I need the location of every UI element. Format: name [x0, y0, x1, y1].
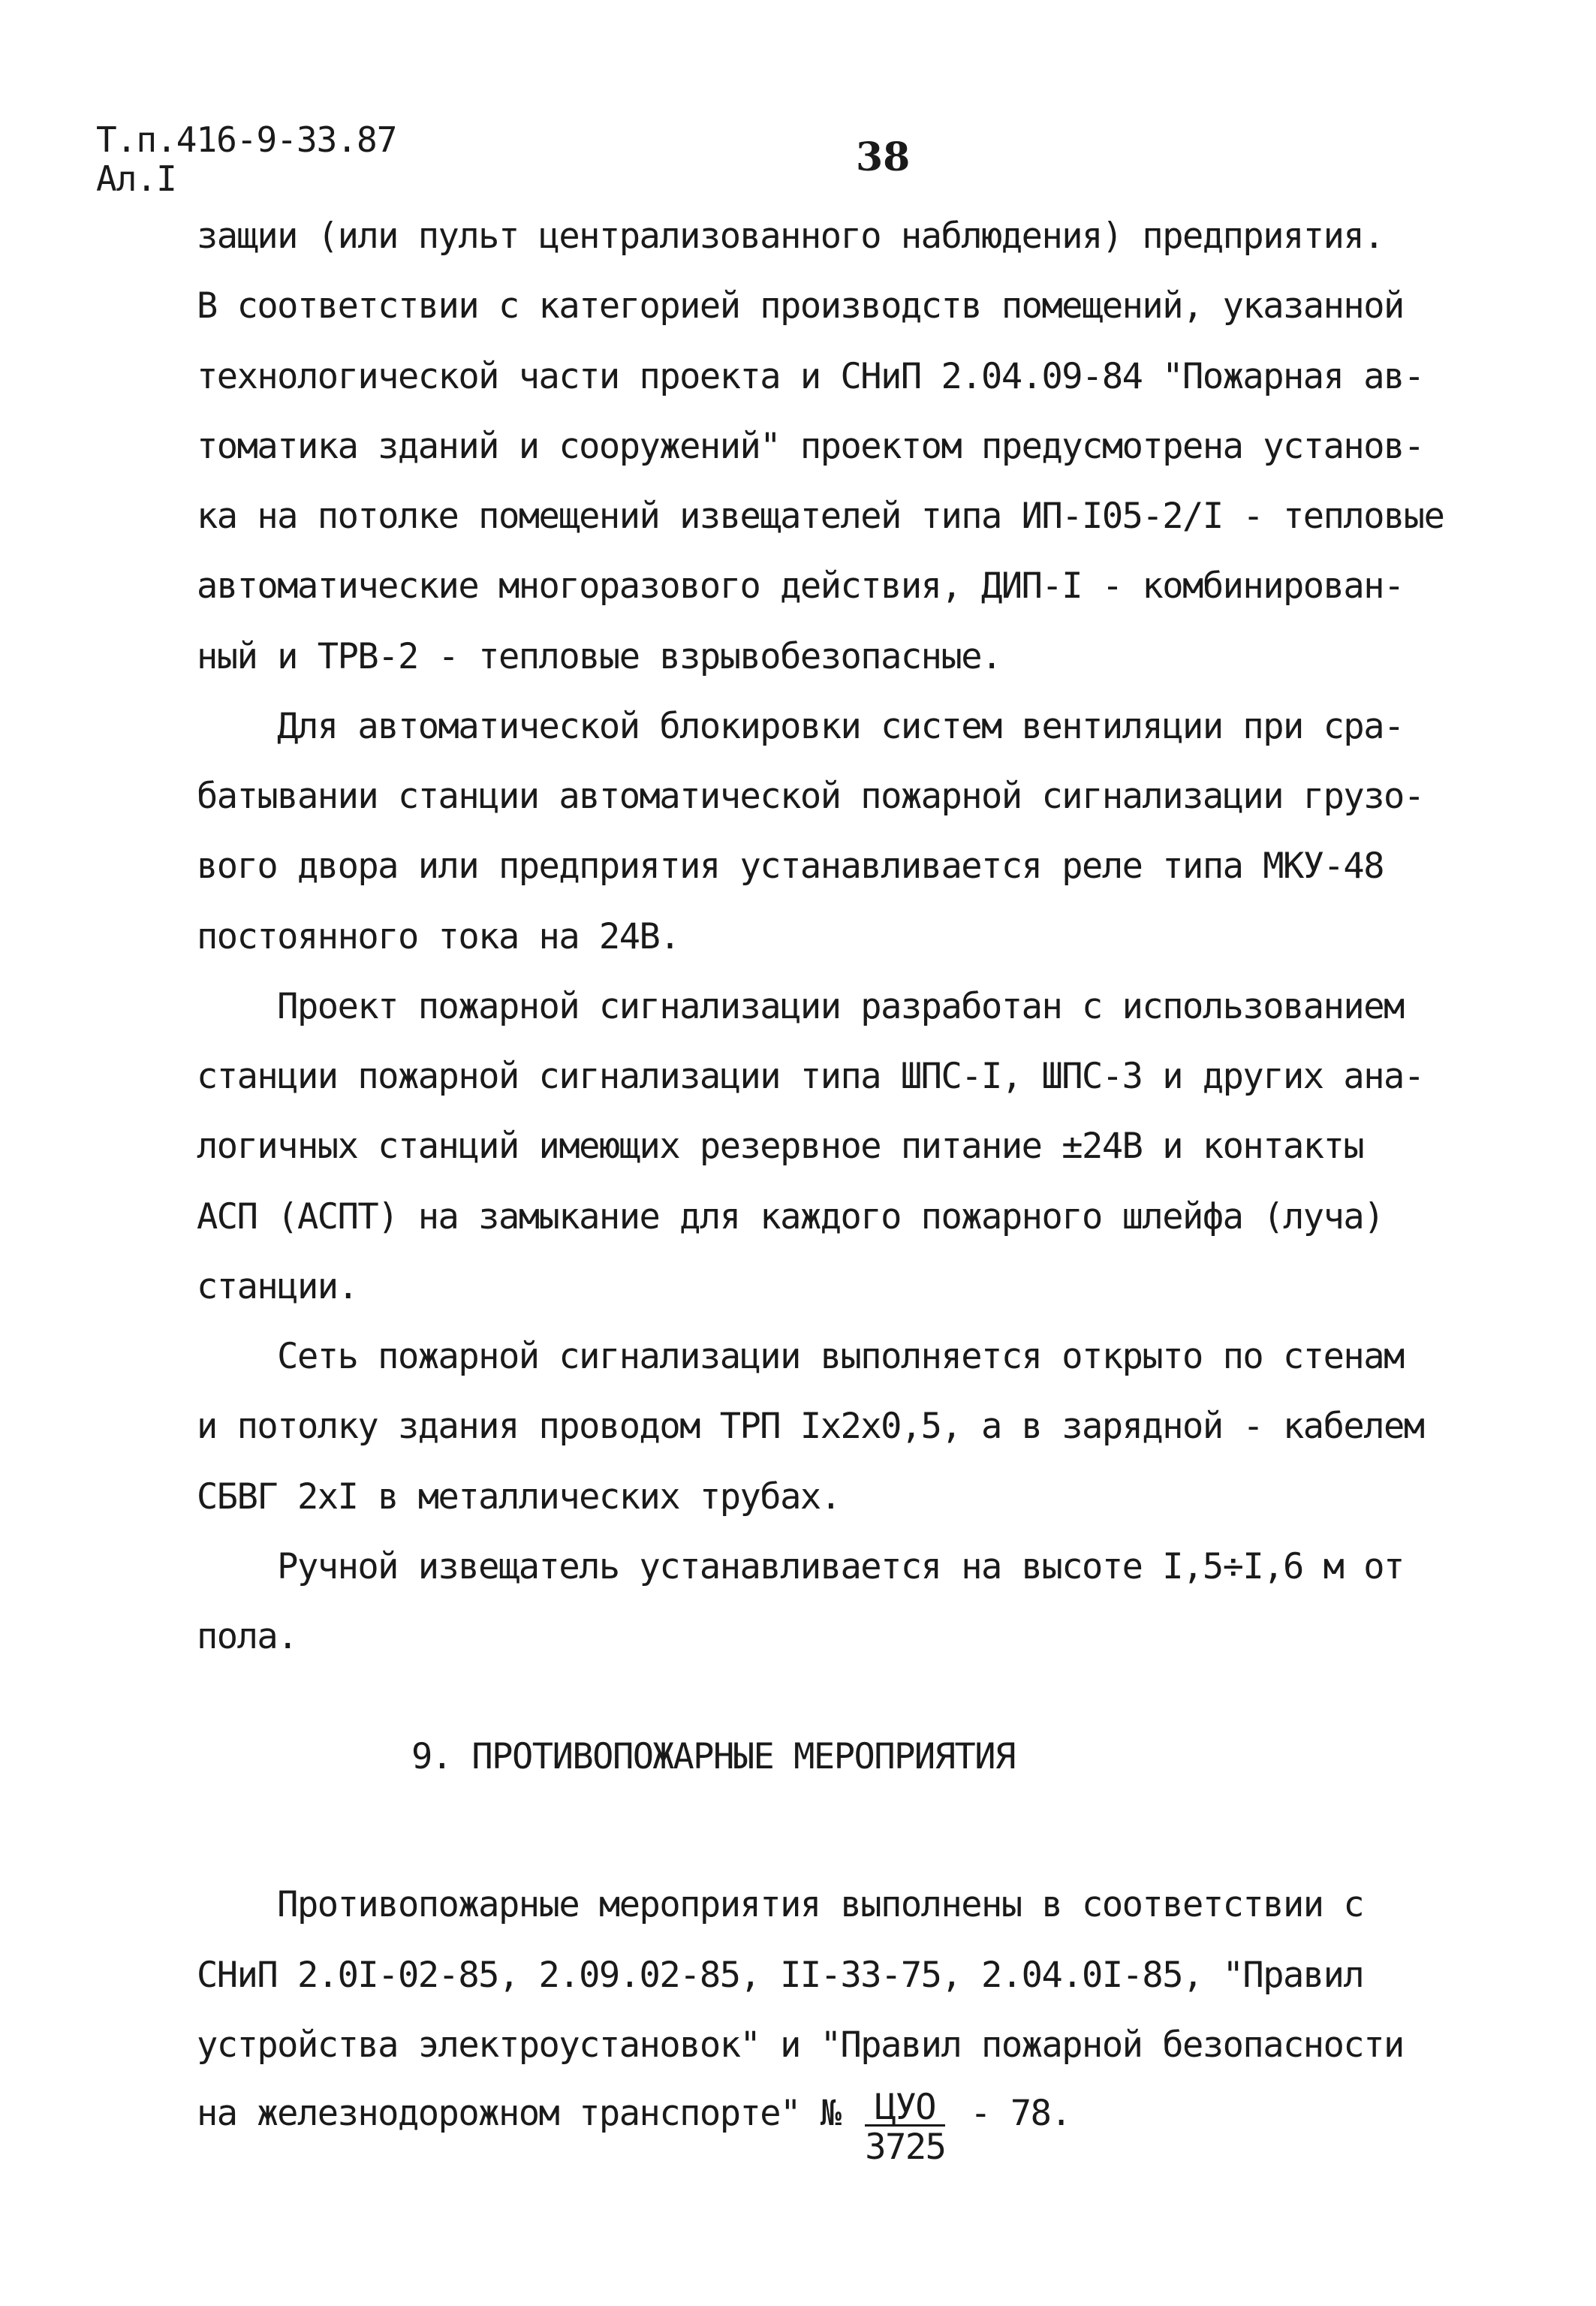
body-line: постоянного тока на 24В.	[197, 916, 680, 957]
last-line	[197, 2087, 1071, 2169]
body-line: технологической части проекта и СНиП 2.04.09-84 "Пожарная ав-	[197, 356, 1424, 397]
body-line: станции.	[197, 1266, 358, 1307]
fraction-denominator: 3725	[865, 2127, 946, 2168]
body-line: станции пожарной сигнализации типа ШПС-I, ШПС-3 и других ана-	[197, 1056, 1424, 1097]
body-line: томатика зданий и сооружений" проектом предусмотрена установ-	[197, 426, 1424, 467]
body-line: В соответствии с категорией производств помещений, указанной	[197, 285, 1404, 327]
order-fraction	[865, 2087, 946, 2169]
section-line: СНиП 2.0I-02-85, 2.09.02-85, II-33-75, 2.04.0I-85, "Правил	[197, 1955, 1364, 1996]
last-line-suffix: - 78.	[970, 2093, 1071, 2134]
section-line: Противопожарные мероприятия выполнены в соответствии с	[197, 1884, 1364, 1925]
body-line: Проект пожарной сигнализации разработан с использованием	[197, 986, 1404, 1027]
doc-code-line-1: Т.п.416-9-33.87	[96, 119, 397, 160]
body-line: Сеть пожарной сигнализации выполняется открыто по стенам	[197, 1336, 1404, 1377]
body-line: ка на потолке помещений извещателей типа ИП-I05-2/I - тепловые	[197, 496, 1444, 537]
last-line-prefix: на железнодорожном транспорте" №	[197, 2093, 841, 2134]
body-line: СБВГ 2хI в металлических трубах.	[197, 1476, 841, 1518]
body-line: ный и ТРВ-2 - тепловые взрывобезопасные.	[197, 636, 1001, 677]
body-line: Для автоматической блокировки систем вентиляции при сра-	[197, 706, 1404, 747]
section-heading: 9. ПРОТИВОПОЖАРНЫЕ МЕРОПРИЯТИЯ	[411, 1736, 1015, 1777]
body-line: автоматические многоразового действия, ДИП-I - комбинирован-	[197, 565, 1404, 607]
body-line: батывании станции автоматической пожарной сигнализации грузо-	[197, 776, 1424, 817]
body-line: логичных станций имеющих резервное питание ±24В и контакты	[197, 1126, 1364, 1167]
body-line: защии (или пульт централизованного наблюдения) предприятия.	[197, 216, 1384, 257]
body-line: пола.	[197, 1616, 297, 1657]
body-line: АСП (АСПТ) на замыкание для каждого пожарного шлейфа (луча)	[197, 1196, 1384, 1237]
fraction-numerator: ЦУО	[865, 2091, 945, 2127]
doc-code-line-2: Ал.I	[96, 158, 176, 199]
section-line: устройства электроустановок" и "Правил пожарной безопасности	[197, 2024, 1404, 2066]
body-line: вого двора или предприятия устанавливается реле типа МКУ-48	[197, 846, 1384, 887]
body-line: Ручной извещатель устанавливается на высоте I,5÷I,6 м от	[197, 1546, 1404, 1587]
body-line: и потолку здания проводом ТРП Iх2х0,5, а в зарядной - кабелем	[197, 1406, 1424, 1447]
document-code	[96, 120, 396, 198]
page-number: 38	[856, 134, 911, 180]
